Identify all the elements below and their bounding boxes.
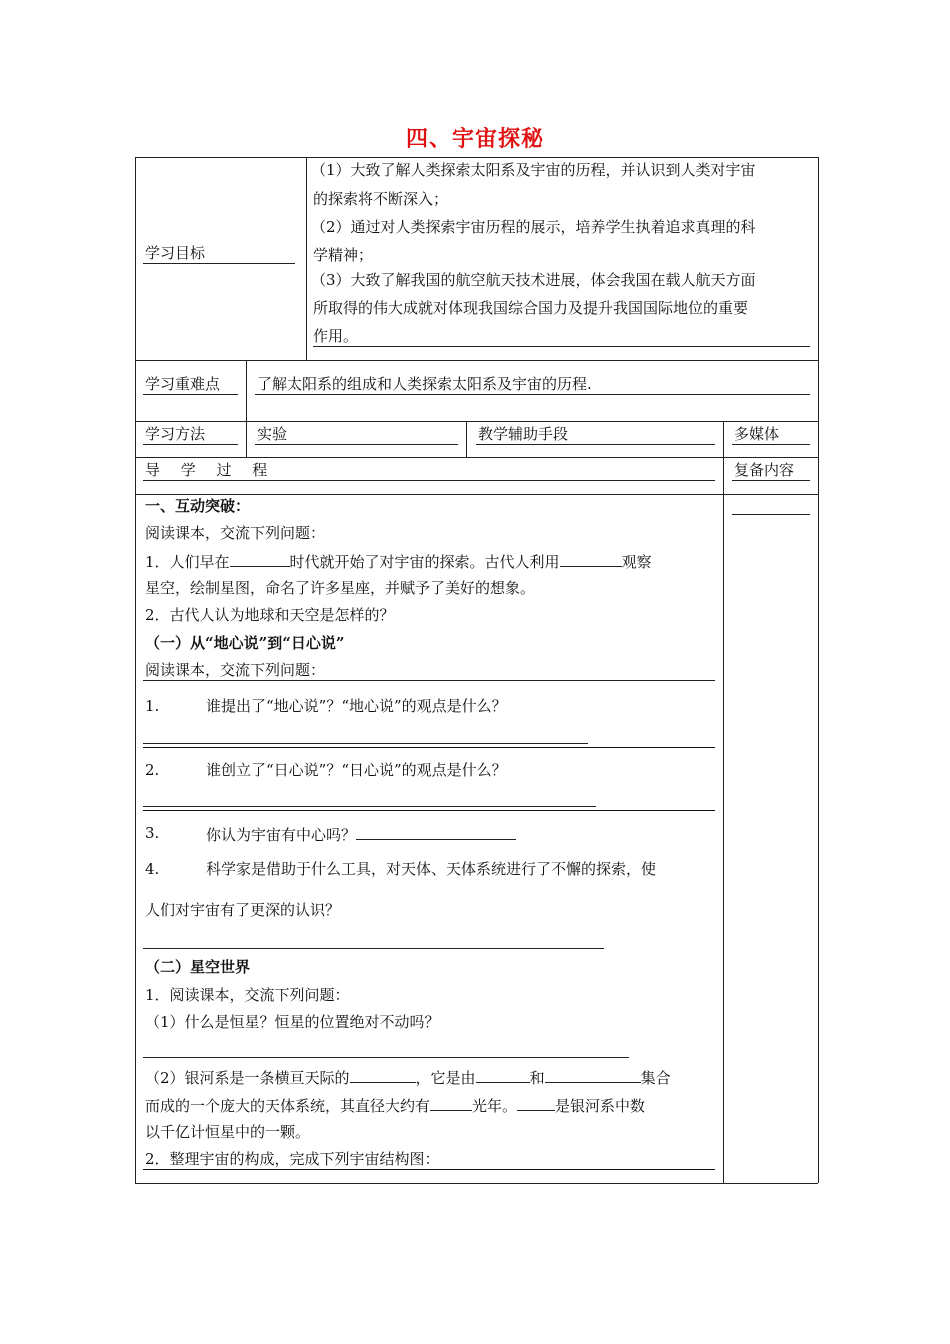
section1-title: 一、互动突破：	[145, 497, 251, 515]
goals-label-underline	[143, 263, 295, 264]
s2-q2-text-a: （2）银河系是一条横亘天际的	[145, 1069, 350, 1087]
q1-text-b: 时代就开始了对宇宙的探索。古代人利用	[289, 553, 560, 571]
key-points-label-underline	[143, 394, 238, 395]
goals-line-7: 作用。	[313, 327, 359, 345]
goals-line-6: 所取得的伟大成就对体现我国综合国力及提升我国国际地位的重要	[313, 299, 749, 317]
s2-q2-text-f: 光年。	[472, 1097, 518, 1115]
answer-line[interactable]	[143, 1057, 629, 1058]
s1-question-3: 你认为宇宙有中心吗？	[206, 826, 357, 844]
key-points-text: 了解太阳系的组成和人类探索太阳系及宇宙的历程.	[257, 375, 592, 393]
s2-question-1: （1）什么是恒星？恒星的位置绝对不动吗？	[145, 1013, 440, 1031]
s2-q2-text-c: 和	[529, 1069, 545, 1087]
goals-underline	[313, 346, 810, 347]
s1-question-2-number: 2.	[145, 761, 160, 779]
subsection-2-title: （二）星空世界	[145, 958, 251, 976]
col-divider	[306, 157, 307, 360]
col-divider	[246, 360, 247, 421]
q1-text-a: 1．人们早在	[145, 553, 230, 571]
review-label-underline	[732, 480, 810, 481]
s2-q2-text-d: 集合	[640, 1069, 671, 1087]
fill-blank[interactable]	[430, 1094, 472, 1111]
goals-line-3: （2）通过对人类探索宇宙历程的展示，培养学生执着追求真理的科	[311, 218, 756, 236]
question-1-line-2: 星空，绘制星图，命名了许多星座，并赋予了美好的想象。	[145, 579, 536, 597]
s2-question-2-line-3: 以千亿计恒星中的一颗。	[145, 1123, 311, 1141]
fill-blank[interactable]	[560, 550, 622, 567]
key-points-label: 学习重难点	[145, 375, 221, 393]
row-divider	[135, 457, 818, 458]
s2-q2-text-b: ，它是由	[415, 1069, 476, 1087]
s1-question-4-line-2: 人们对宇宙有了更深的认识？	[145, 901, 341, 919]
method-value-underline	[255, 444, 458, 445]
table-border-bottom	[135, 1183, 818, 1184]
answer-line[interactable]	[143, 948, 604, 949]
col-divider	[466, 421, 467, 457]
answer-line[interactable]	[143, 806, 596, 807]
col-divider	[723, 421, 724, 1183]
aid-value: 多媒体	[734, 425, 780, 443]
method-label-underline	[143, 444, 238, 445]
s1-question-4-line-1: 科学家是借助于什么工具，对天体、天体系统进行了不懈的探索，使	[206, 860, 657, 878]
subsection-1-underline	[143, 680, 715, 681]
answer-line[interactable]	[143, 743, 588, 744]
goals-line-2: 的探索将不断深入；	[313, 190, 449, 208]
question-1-line-1	[145, 550, 652, 572]
goals-line-4: 学精神；	[313, 246, 374, 264]
s2-q2-text-e: 而成的一个庞大的天体系统，其直径大约有	[145, 1097, 431, 1115]
fill-blank[interactable]	[545, 1066, 641, 1083]
s1-question-3-number: 3.	[145, 824, 160, 842]
aid-value-underline	[732, 444, 810, 445]
q1-text-c: 观察	[621, 553, 652, 571]
col-divider	[246, 421, 247, 457]
answer-line[interactable]	[143, 810, 715, 811]
fill-blank[interactable]	[350, 1066, 416, 1083]
goals-line-1: （1）大致了解人类探索太阳系及宇宙的历程，并认识到人类对宇宙	[311, 161, 756, 179]
aid-label-underline	[476, 444, 715, 445]
answer-line[interactable]	[143, 1169, 715, 1170]
subsection-1-read: 阅读课本，交流下列问题：	[145, 661, 326, 679]
method-value: 实验	[257, 425, 288, 443]
s2-question-2-line-1	[145, 1066, 671, 1088]
s1-question-2: 谁创立了“日心说”？“日心说”的观点是什么？	[206, 761, 507, 779]
answer-line[interactable]	[143, 747, 715, 748]
s1-question-1: 谁提出了“地心说”？“地心说”的观点是什么？	[206, 697, 507, 715]
row-divider	[135, 360, 818, 361]
row-divider	[135, 494, 818, 495]
goals-label: 学习目标	[145, 244, 206, 262]
page-title: 四、宇宙探秘	[405, 126, 544, 152]
table-border-top	[135, 157, 818, 158]
method-label: 学习方法	[145, 425, 206, 443]
s1-question-4-number: 4.	[145, 860, 160, 878]
s2-q2-text-g: 是银河系中数	[555, 1097, 646, 1115]
fill-blank[interactable]	[356, 823, 516, 840]
review-label: 复备内容	[734, 461, 795, 479]
s2-item-2: 2．整理宇宙的构成，完成下列宇宙结构图：	[145, 1150, 440, 1168]
fill-blank[interactable]	[476, 1066, 530, 1083]
subsection-1-title: （一）从“地心说”到“日心说”	[145, 634, 345, 652]
process-label-underline	[143, 480, 715, 481]
s1-question-1-number: 1.	[145, 697, 160, 715]
s2-item-1: 1．阅读课本，交流下列问题：	[145, 986, 350, 1004]
table-border-right	[818, 157, 819, 1183]
s2-question-2-line-2	[145, 1094, 645, 1116]
row-divider	[135, 421, 818, 422]
fill-blank[interactable]	[230, 550, 290, 567]
review-underline	[732, 514, 810, 515]
question-2: 2．古代人认为地球和天空是怎样的？	[145, 606, 395, 624]
process-label: 导 学 过 程	[145, 461, 268, 479]
aid-label: 教学辅助手段	[478, 425, 569, 443]
fill-blank[interactable]	[517, 1094, 555, 1111]
s1-question-3-line	[206, 823, 516, 845]
table-border-left	[135, 157, 136, 1183]
key-points-underline	[255, 394, 810, 395]
read-prompt: 阅读课本，交流下列问题：	[145, 524, 326, 542]
goals-line-5: （3）大致了解我国的航空航天技术进展，体会我国在载人航天方面	[311, 271, 756, 289]
